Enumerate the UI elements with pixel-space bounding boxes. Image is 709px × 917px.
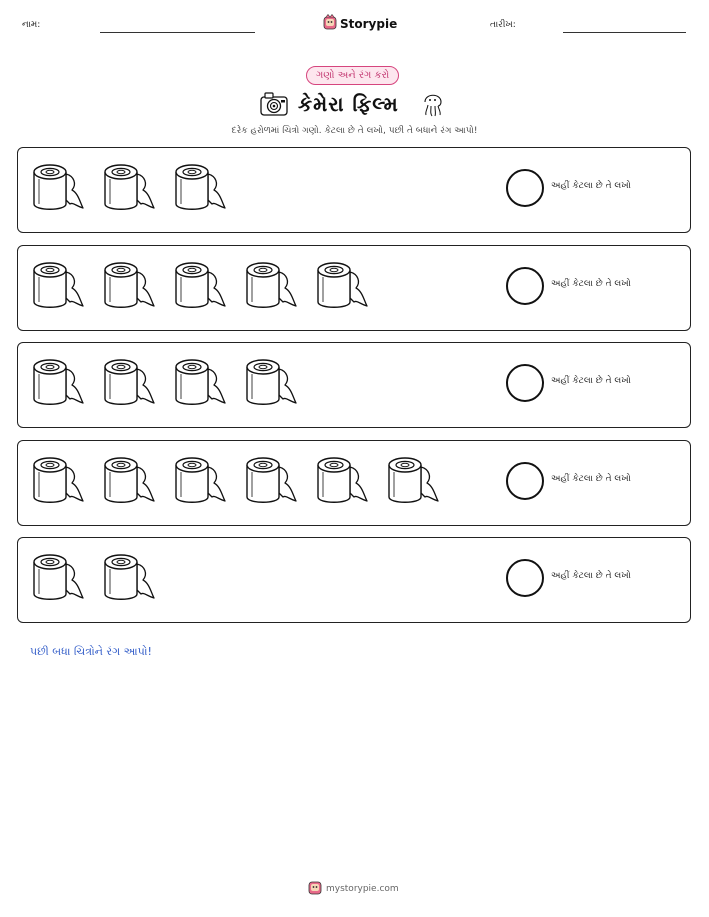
film-roll-icon[interactable]	[172, 453, 226, 505]
answer-label: અહીં કેટલા છે તે લખો	[551, 376, 631, 386]
film-roll-group	[30, 453, 439, 505]
site-footer	[308, 879, 399, 898]
counting-row	[17, 245, 691, 331]
answer-circle[interactable]	[506, 169, 544, 207]
instructions: દરેક હરોળમાં ચિત્રો ગણો. કેટલા છે તે લખો, પછી તે બધાને રંગ આપો!	[231, 126, 478, 136]
name-line[interactable]	[100, 32, 255, 33]
film-roll-icon[interactable]	[101, 355, 155, 407]
film-roll-icon[interactable]	[243, 355, 297, 407]
film-roll-icon[interactable]	[243, 453, 297, 505]
brand-logo	[323, 14, 397, 33]
film-roll-icon[interactable]	[172, 160, 226, 212]
film-roll-icon[interactable]	[30, 160, 84, 212]
film-roll-icon[interactable]	[101, 258, 155, 310]
counting-row	[17, 342, 691, 428]
film-roll-icon[interactable]	[30, 453, 84, 505]
answer-circle[interactable]	[506, 267, 544, 305]
activity-badge: ગણો અને રંગ કરો	[306, 66, 399, 85]
film-roll-group	[30, 550, 155, 602]
counting-row	[17, 537, 691, 623]
film-roll-group	[30, 258, 368, 310]
film-roll-icon[interactable]	[172, 258, 226, 310]
counting-row	[17, 440, 691, 526]
octopus-icon	[420, 90, 446, 122]
film-roll-icon[interactable]	[172, 355, 226, 407]
date-label: તારીખ:	[490, 20, 516, 30]
site-url[interactable]: mystorypie.com	[326, 883, 399, 894]
color-all-note: પછી બધા ચિત્રોને રંગ આપો!	[30, 645, 152, 658]
answer-circle[interactable]	[506, 559, 544, 597]
answer-circle[interactable]	[506, 364, 544, 402]
answer-circle[interactable]	[506, 462, 544, 500]
page-title: કેમેરા ફિલ્મ	[298, 92, 399, 116]
film-roll-icon[interactable]	[243, 258, 297, 310]
film-roll-icon[interactable]	[30, 355, 84, 407]
answer-label: અહીં કેટલા છે તે લખો	[551, 181, 631, 191]
answer-label: અહીં કેટલા છે તે લખો	[551, 571, 631, 581]
film-roll-icon[interactable]	[30, 550, 84, 602]
storypie-footer-icon	[308, 879, 322, 898]
brand-name: Storypie	[340, 16, 398, 31]
date-line[interactable]	[563, 32, 686, 33]
film-roll-icon[interactable]	[30, 258, 84, 310]
film-roll-icon[interactable]	[101, 160, 155, 212]
storypie-logo-icon	[323, 14, 337, 33]
film-roll-icon[interactable]	[314, 258, 368, 310]
film-roll-icon[interactable]	[385, 453, 439, 505]
counting-row	[17, 147, 691, 233]
film-roll-icon[interactable]	[101, 453, 155, 505]
answer-label: અહીં કેટલા છે તે લખો	[551, 474, 631, 484]
name-label: નામ:	[22, 20, 41, 30]
film-roll-icon[interactable]	[101, 550, 155, 602]
film-roll-group	[30, 160, 226, 212]
film-roll-icon[interactable]	[314, 453, 368, 505]
answer-label: અહીં કેટલા છે તે લખો	[551, 279, 631, 289]
film-roll-group	[30, 355, 297, 407]
camera-icon	[259, 90, 289, 122]
